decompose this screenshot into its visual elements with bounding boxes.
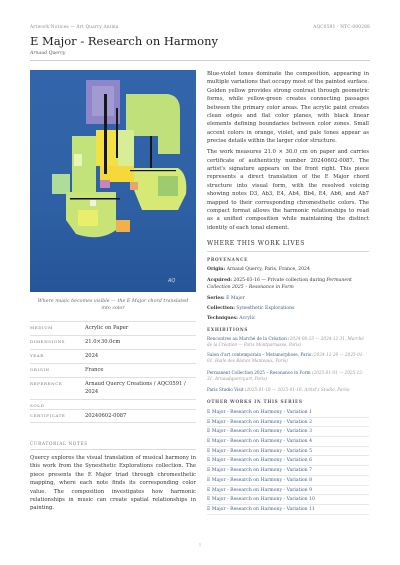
other-work-link[interactable]: E Major - Research on Harmony - Variation 5 bbox=[207, 447, 369, 457]
provenance-heading: PROVENANCE bbox=[207, 257, 249, 262]
meta-key: CERTIFICATE bbox=[30, 413, 66, 418]
curatorial-notes-text: Quercy explores the visual translation of musical harmony in this work from the Synesthetic Explorations collection. The piece presents the E Major triad through chromesthetic mapping, where each note finds its corresponding color value. The composition investigates how harmonic relationships in music can create spatial relationships in painting. bbox=[30, 455, 196, 512]
meta-value: France bbox=[85, 367, 104, 373]
other-work-link[interactable]: E Major - Research on Harmony - Variation 3 bbox=[207, 427, 369, 437]
svg-text:AQ: AQ bbox=[168, 278, 176, 284]
meta-row-dimensions bbox=[30, 335, 196, 349]
exhibition-title[interactable]: Permanent Collection 2025 – Resonance in Form bbox=[207, 370, 311, 375]
other-work-link[interactable]: E Major - Research on Harmony - Variation 10 bbox=[207, 495, 369, 505]
other-work-link[interactable]: E Major - Research on Harmony - Variation 1 bbox=[207, 408, 369, 418]
meta-key: YEAR bbox=[30, 353, 44, 358]
page-number: 1 bbox=[198, 542, 202, 547]
artwork-image bbox=[30, 70, 196, 292]
other-work-link[interactable]: E Major - Research on Harmony - Variation 4 bbox=[207, 437, 369, 447]
meta-value: 21.0×30.0cm bbox=[85, 339, 121, 345]
exhibition-item bbox=[207, 352, 369, 364]
collection-label: Collection: bbox=[207, 306, 235, 311]
reference-code: AQC0591 · NTC-000288 bbox=[313, 25, 370, 30]
description bbox=[207, 70, 369, 235]
where-this-work-lives-heading: WHERE THIS WORK LIVES bbox=[207, 240, 305, 247]
exhibition-detail: (2025-01-18 — 2025-01-18, Artist's Studio, Paris) bbox=[244, 387, 350, 392]
exhibition-item bbox=[207, 336, 369, 348]
meta-row-medium bbox=[30, 321, 196, 335]
meta-key: ORIGIN bbox=[30, 367, 50, 372]
other-work-link[interactable]: E Major - Research on Harmony - Variation 2 bbox=[207, 418, 369, 428]
meta-key: REFERENCE bbox=[30, 381, 63, 386]
other-work-link[interactable]: E Major - Research on Harmony - Variation 6 bbox=[207, 456, 369, 466]
meta-key: DIMENSIONS bbox=[30, 339, 66, 344]
meta-row-year bbox=[30, 349, 196, 363]
meta-value: 20240602-0087 bbox=[85, 413, 127, 419]
provenance-acquired bbox=[207, 277, 369, 291]
other-work-link[interactable]: E Major - Research on Harmony - Variation 9 bbox=[207, 486, 369, 496]
meta-row-reference bbox=[30, 377, 196, 399]
meta-row-sold bbox=[30, 399, 196, 409]
meta-value: Acrylic on Paper bbox=[85, 325, 129, 331]
provenance-collection bbox=[207, 305, 369, 312]
artist-name: Arnaud Quercy bbox=[30, 51, 66, 56]
series-link[interactable]: E Major bbox=[226, 296, 245, 301]
exhibition-detail: (2024-06-23 — 2024-12-31, Marché de la Création — Paris Montparnasse, Paris) bbox=[207, 336, 364, 348]
top-bar bbox=[30, 25, 370, 33]
exhibition-title[interactable]: Rencontres au Marché de la Création bbox=[207, 336, 287, 341]
metadata-table bbox=[30, 321, 196, 423]
exhibitions-heading: EXHIBITIONS bbox=[207, 327, 249, 332]
other-works-list bbox=[207, 408, 369, 515]
other-works-heading: OTHER WORKS IN THIS SERIES bbox=[207, 399, 303, 404]
meta-key: SOLD bbox=[30, 403, 45, 408]
curatorial-notes-label: CURATORIAL NOTES bbox=[30, 441, 88, 446]
section-divider bbox=[207, 251, 369, 252]
exhibition-detail: (2025-01-01 — 2025-12-31, Arnaudquercy.art, Paris) bbox=[207, 370, 364, 382]
provenance-series bbox=[207, 295, 369, 302]
meta-row-certificate bbox=[30, 409, 196, 423]
artwork-title: E Major - Research on Harmony bbox=[30, 34, 218, 48]
acquired-value: 2025-03-16 — Private collection during bbox=[233, 278, 327, 283]
provenance-technique bbox=[207, 315, 369, 322]
provenance-origin bbox=[207, 266, 369, 273]
description-paragraph: The work measures 21.0 × 30.0 cm on paper and carries certificate of authenticity number 20240602-0087. The artist's signature appears on the front right. This piece represents a direct translation of the E Major chord structure into visual form, with the resolved voicing showing notes D3, Ab3, E4, Ab4, Bb4, E4, Ab6, and Ab7 mapped to their corresponding chromesthetic colors. The compact format allows the harmonic relationships to read as a unified composition while maintaining the distinct identity of each tonal element. bbox=[207, 149, 369, 231]
exhibition-title[interactable]: Paris Studio Visit bbox=[207, 387, 244, 392]
exhibition-item bbox=[207, 387, 369, 393]
header-divider bbox=[30, 60, 370, 61]
acquired-label: Acquired: bbox=[207, 278, 232, 283]
notes-divider bbox=[30, 449, 196, 450]
site-name: Artwork Notices — Art Quarry Anima bbox=[30, 25, 119, 30]
other-work-link[interactable]: E Major - Research on Harmony - Variation 7 bbox=[207, 466, 369, 476]
origin-value: Arnaud Quercy, Paris, France, 2024 bbox=[226, 267, 310, 272]
technique-link[interactable]: Acrylic bbox=[239, 316, 256, 321]
collection-link[interactable]: Synesthetic Explorations bbox=[236, 306, 295, 311]
other-work-link[interactable]: E Major - Research on Harmony - Variation 11 bbox=[207, 505, 369, 515]
exhibition-title[interactable]: Salon d'art contemporain – Metamorphose, Paris bbox=[207, 352, 312, 357]
image-caption: Where music becomes visible — the E Major chord translated into color bbox=[37, 299, 189, 312]
technique-label: Techniques: bbox=[207, 316, 238, 321]
meta-key: MEDIUM bbox=[30, 325, 53, 330]
acquired-exhibition[interactable]: Permanent Collection 2025 – Resonance in Form bbox=[207, 278, 352, 290]
description-paragraph: Blue-violet tones dominate the composition, appearing in multiple variations that occupy most of the painted surface. Golden yellow provides strong contrast through geometric forms, while yellow-green creates connecting passages between the primary color areas. The acrylic paint creates clean edges and flat color planes, with black linear elements defining boundaries between color zones. Small accent colors in orange, violet, and pale tones appear as precise details within the larger color structure. bbox=[207, 71, 369, 145]
series-label: Series: bbox=[207, 296, 225, 301]
exhibition-detail: (2024-11-26 — 2025-01-01, Halle des Blancs Manteaux, Paris) bbox=[207, 352, 364, 364]
meta-value: Arnaud Quercy Creations / AQC0591 / 2024 bbox=[85, 381, 186, 395]
meta-row-origin bbox=[30, 363, 196, 377]
exhibition-item bbox=[207, 370, 369, 382]
origin-label: Origin: bbox=[207, 267, 226, 272]
other-work-link[interactable]: E Major - Research on Harmony - Variation 8 bbox=[207, 476, 369, 486]
meta-value: 2024 bbox=[85, 353, 99, 359]
